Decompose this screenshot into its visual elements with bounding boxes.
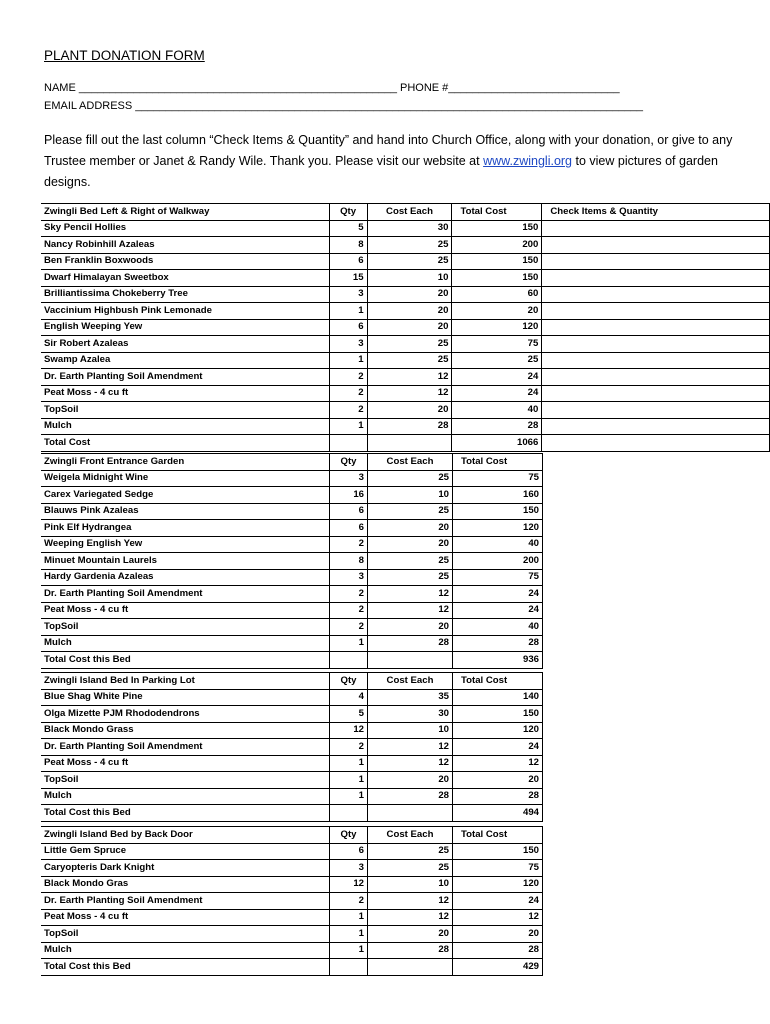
plant-name: TopSoil (41, 619, 330, 636)
plant-qty: 12 (330, 876, 368, 893)
plant-total-cost: 150 (453, 503, 543, 520)
plant-cost-each: 25 (367, 253, 452, 270)
plant-cost-each: 20 (368, 619, 453, 636)
total-label: Total Cost this Bed (41, 959, 330, 976)
table-row (41, 893, 543, 910)
plant-total-cost: 120 (453, 722, 543, 739)
plant-qty: 3 (329, 286, 367, 303)
table-row (41, 286, 770, 303)
plant-name: Mulch (41, 942, 330, 959)
plant-cost-each: 25 (367, 336, 452, 353)
plant-qty: 4 (330, 689, 368, 706)
plant-cost-each: 12 (367, 369, 452, 386)
plant-cost-each: 30 (367, 220, 452, 237)
plant-name: Dr. Earth Planting Soil Amendment (41, 369, 329, 386)
plant-qty: 6 (330, 520, 368, 537)
table-row (41, 402, 770, 419)
plant-total-cost: 60 (452, 286, 542, 303)
plant-cost-each: 25 (368, 503, 453, 520)
plant-qty: 3 (330, 569, 368, 586)
table-row (41, 352, 770, 369)
check-quantity-field[interactable] (542, 402, 770, 419)
total-cost-header: Total Cost (453, 827, 543, 844)
table-row (41, 520, 543, 537)
plant-name: Dwarf Himalayan Sweetbox (41, 270, 329, 287)
plant-name: Dr. Earth Planting Soil Amendment (41, 739, 330, 756)
plant-cost-each: 28 (368, 635, 453, 652)
plant-qty: 5 (330, 706, 368, 723)
plant-name: Little Gem Spruce (41, 843, 330, 860)
plant-cost-each: 10 (367, 270, 452, 287)
bed-header-row (41, 204, 770, 221)
plant-cost-each: 25 (367, 237, 452, 254)
plant-total-cost: 120 (453, 520, 543, 537)
plant-total-cost: 120 (452, 319, 542, 336)
plant-name: Olga Mizette PJM Rhododendrons (41, 706, 330, 723)
plant-name: Peat Moss - 4 cu ft (41, 385, 329, 402)
plant-total-cost: 24 (453, 602, 543, 619)
plant-qty: 1 (330, 772, 368, 789)
plant-total-cost: 150 (452, 220, 542, 237)
plant-cost-each: 28 (368, 788, 453, 805)
plant-total-cost: 28 (453, 635, 543, 652)
plant-total-cost: 75 (453, 860, 543, 877)
plant-cost-each: 20 (367, 319, 452, 336)
empty-cell (330, 959, 368, 976)
table-row (41, 270, 770, 287)
bed-name: Zwingli Island Bed by Back Door (41, 827, 330, 844)
plant-qty: 16 (330, 487, 368, 504)
plant-total-cost: 20 (453, 926, 543, 943)
check-quantity-field[interactable] (542, 286, 770, 303)
plant-cost-each: 30 (368, 706, 453, 723)
plant-name: Mulch (41, 788, 330, 805)
plant-total-cost: 140 (453, 689, 543, 706)
plant-qty: 1 (330, 909, 368, 926)
form-title: PLANT DONATION FORM (44, 48, 205, 63)
plant-qty: 8 (329, 237, 367, 254)
plant-total-cost: 40 (453, 619, 543, 636)
name-phone-line[interactable]: NAME ____________________________________________________ PHONE #____________________________ (44, 82, 620, 94)
check-quantity-field[interactable] (542, 336, 770, 353)
instructions-text: Please fill out the last column “Check Items & Quantity” and hand into Church Office, along with your donation, or give to any Trustee member or Janet & Randy Wile. Thank you. Please visit our website at (44, 133, 733, 168)
plant-total-cost: 12 (453, 755, 543, 772)
plant-total-cost: 75 (453, 470, 543, 487)
total-row (41, 435, 770, 452)
plant-name: Vaccinium Highbush Pink Lemonade (41, 303, 329, 320)
plant-qty: 2 (330, 602, 368, 619)
table-row (41, 237, 770, 254)
plant-qty: 2 (330, 739, 368, 756)
plant-qty: 6 (329, 253, 367, 270)
check-items-header: Check Items & Quantity (542, 204, 770, 221)
table-row (41, 942, 543, 959)
bed-table (41, 826, 543, 976)
plant-total-cost: 24 (453, 739, 543, 756)
plant-qty: 15 (329, 270, 367, 287)
plant-total-cost: 24 (453, 586, 543, 603)
plant-cost-each: 12 (368, 909, 453, 926)
plant-qty: 1 (330, 926, 368, 943)
plant-name: Weigela Midnight Wine (41, 470, 330, 487)
plant-total-cost: 20 (453, 772, 543, 789)
table-row (41, 336, 770, 353)
plant-qty: 12 (330, 722, 368, 739)
plant-total-cost: 20 (452, 303, 542, 320)
table-row (41, 722, 543, 739)
check-quantity-field[interactable] (542, 303, 770, 320)
plant-name: Peat Moss - 4 cu ft (41, 755, 330, 772)
table-row (41, 418, 770, 435)
bed-total: 936 (453, 652, 543, 669)
plant-qty: 2 (329, 385, 367, 402)
plant-qty: 6 (330, 503, 368, 520)
plant-cost-each: 25 (368, 470, 453, 487)
plant-name: Weeping English Yew (41, 536, 330, 553)
plant-cost-each: 35 (368, 689, 453, 706)
plant-total-cost: 28 (453, 788, 543, 805)
bed-table (41, 672, 543, 822)
plant-qty: 2 (329, 369, 367, 386)
table-row (41, 689, 543, 706)
check-quantity-field[interactable] (542, 435, 770, 452)
table-row (41, 926, 543, 943)
plant-total-cost: 120 (453, 876, 543, 893)
empty-cell (330, 805, 368, 822)
plant-name: Blue Shag White Pine (41, 689, 330, 706)
website-link[interactable]: www.zwingli.org (483, 154, 573, 168)
total-row (41, 959, 543, 976)
plant-total-cost: 24 (452, 385, 542, 402)
plant-cost-each: 20 (367, 303, 452, 320)
plant-qty: 3 (330, 470, 368, 487)
plant-cost-each: 20 (367, 402, 452, 419)
empty-cell (330, 652, 368, 669)
check-quantity-field[interactable] (542, 319, 770, 336)
instructions (44, 130, 734, 193)
plant-cost-each: 12 (368, 739, 453, 756)
table-row (41, 487, 543, 504)
cost-each-header: Cost Each (368, 454, 453, 471)
plant-cost-each: 25 (368, 843, 453, 860)
plant-cost-each: 25 (368, 860, 453, 877)
plant-qty: 2 (329, 402, 367, 419)
plant-qty: 2 (330, 586, 368, 603)
plant-name: English Weeping Yew (41, 319, 329, 336)
plant-name: Nancy Robinhill Azaleas (41, 237, 329, 254)
table-row (41, 253, 770, 270)
plant-name: TopSoil (41, 926, 330, 943)
plant-total-cost: 40 (453, 536, 543, 553)
table-row (41, 319, 770, 336)
total-row (41, 652, 543, 669)
plant-qty: 5 (329, 220, 367, 237)
table-row (41, 739, 543, 756)
plant-total-cost: 24 (452, 369, 542, 386)
table-row (41, 553, 543, 570)
plant-cost-each: 25 (368, 569, 453, 586)
total-label: Total Cost (41, 435, 329, 452)
cost-each-header: Cost Each (367, 204, 452, 221)
plant-qty: 1 (330, 788, 368, 805)
plant-qty: 1 (329, 418, 367, 435)
bed-total: 1066 (452, 435, 542, 452)
cost-each-header: Cost Each (368, 673, 453, 690)
bed-table (41, 203, 770, 452)
check-quantity-field[interactable] (542, 220, 770, 237)
plant-cost-each: 28 (367, 418, 452, 435)
check-quantity-field[interactable] (542, 237, 770, 254)
plant-qty: 1 (330, 942, 368, 959)
plant-qty: 1 (329, 303, 367, 320)
table-row (41, 860, 543, 877)
plant-name: Black Mondo Gras (41, 876, 330, 893)
qty-header: Qty (329, 204, 367, 221)
plant-cost-each: 20 (368, 536, 453, 553)
plant-cost-each: 25 (368, 553, 453, 570)
total-label: Total Cost this Bed (41, 805, 330, 822)
total-label: Total Cost this Bed (41, 652, 330, 669)
bed-name: Zwingli Bed Left & Right of Walkway (41, 204, 329, 221)
plant-name: Brilliantissima Chokeberry Tree (41, 286, 329, 303)
empty-cell (368, 805, 453, 822)
plant-qty: 1 (330, 755, 368, 772)
plant-total-cost: 24 (453, 893, 543, 910)
plant-qty: 2 (330, 619, 368, 636)
plant-cost-each: 12 (368, 755, 453, 772)
table-row (41, 536, 543, 553)
total-cost-header: Total Cost (453, 673, 543, 690)
total-cost-header: Total Cost (453, 454, 543, 471)
plant-name: Sir Robert Azaleas (41, 336, 329, 353)
plant-cost-each: 12 (367, 385, 452, 402)
total-cost-header: Total Cost (452, 204, 542, 221)
plant-cost-each: 28 (368, 942, 453, 959)
table-row (41, 619, 543, 636)
table-row (41, 788, 543, 805)
table-row (41, 755, 543, 772)
plant-total-cost: 200 (453, 553, 543, 570)
plant-total-cost: 40 (452, 402, 542, 419)
table-row (41, 706, 543, 723)
bed-name: Zwingli Front Entrance Garden (41, 454, 330, 471)
plant-cost-each: 20 (367, 286, 452, 303)
plant-name: Peat Moss - 4 cu ft (41, 602, 330, 619)
table-row (41, 470, 543, 487)
plant-total-cost: 150 (452, 253, 542, 270)
empty-cell (368, 652, 453, 669)
plant-name: Peat Moss - 4 cu ft (41, 909, 330, 926)
table-row (41, 586, 543, 603)
plant-qty: 3 (329, 336, 367, 353)
plant-name: Ben Franklin Boxwoods (41, 253, 329, 270)
plant-name: Blauws Pink Azaleas (41, 503, 330, 520)
plant-name: Hardy Gardenia Azaleas (41, 569, 330, 586)
email-line[interactable]: EMAIL ADDRESS ___________________________________________________________________________________ (44, 100, 644, 112)
plant-qty: 1 (329, 352, 367, 369)
plant-total-cost: 75 (452, 336, 542, 353)
plant-total-cost: 25 (452, 352, 542, 369)
plant-name: Mulch (41, 418, 329, 435)
plant-name: Sky Pencil Hollies (41, 220, 329, 237)
plant-name: Carex Variegated Sedge (41, 487, 330, 504)
table-row (41, 503, 543, 520)
plant-total-cost: 12 (453, 909, 543, 926)
plant-cost-each: 20 (368, 772, 453, 789)
empty-cell (368, 959, 453, 976)
bed-header-row (41, 827, 543, 844)
bed-total: 494 (453, 805, 543, 822)
plant-name: Black Mondo Grass (41, 722, 330, 739)
qty-header: Qty (330, 827, 368, 844)
plant-qty: 6 (329, 319, 367, 336)
empty-cell (329, 435, 367, 452)
plant-qty: 8 (330, 553, 368, 570)
plant-cost-each: 12 (368, 893, 453, 910)
plant-cost-each: 10 (368, 722, 453, 739)
check-quantity-field[interactable] (542, 352, 770, 369)
table-row (41, 635, 543, 652)
plant-qty: 6 (330, 843, 368, 860)
plant-total-cost: 150 (452, 270, 542, 287)
plant-cost-each: 20 (368, 520, 453, 537)
plant-name: Pink Elf Hydrangea (41, 520, 330, 537)
plant-total-cost: 160 (453, 487, 543, 504)
plant-name: Caryopteris Dark Knight (41, 860, 330, 877)
plant-qty: 2 (330, 893, 368, 910)
plant-cost-each: 12 (368, 602, 453, 619)
plant-name: TopSoil (41, 402, 329, 419)
table-row (41, 843, 543, 860)
table-row (41, 772, 543, 789)
plant-total-cost: 150 (453, 843, 543, 860)
qty-header: Qty (330, 454, 368, 471)
check-quantity-field[interactable] (542, 385, 770, 402)
table-row (41, 569, 543, 586)
empty-cell (367, 435, 452, 452)
table-row (41, 303, 770, 320)
plant-cost-each: 20 (368, 926, 453, 943)
check-quantity-field[interactable] (542, 369, 770, 386)
plant-name: Mulch (41, 635, 330, 652)
plant-name: Minuet Mountain Laurels (41, 553, 330, 570)
plant-total-cost: 28 (453, 942, 543, 959)
plant-cost-each: 10 (368, 876, 453, 893)
instructions-text-end: to view pictures of garden designs. (44, 154, 718, 189)
check-quantity-field[interactable] (542, 418, 770, 435)
plant-name: Dr. Earth Planting Soil Amendment (41, 893, 330, 910)
bed-header-row (41, 673, 543, 690)
plant-total-cost: 28 (452, 418, 542, 435)
plant-name: Swamp Azalea (41, 352, 329, 369)
bed-total: 429 (453, 959, 543, 976)
qty-header: Qty (330, 673, 368, 690)
table-row (41, 385, 770, 402)
plant-qty: 2 (330, 536, 368, 553)
table-row (41, 369, 770, 386)
total-row (41, 805, 543, 822)
bed-header-row (41, 454, 543, 471)
plant-qty: 3 (330, 860, 368, 877)
plant-name: Dr. Earth Planting Soil Amendment (41, 586, 330, 603)
plant-total-cost: 200 (452, 237, 542, 254)
table-row (41, 602, 543, 619)
check-quantity-field[interactable] (542, 270, 770, 287)
plant-cost-each: 12 (368, 586, 453, 603)
table-row (41, 876, 543, 893)
table-row (41, 220, 770, 237)
cost-each-header: Cost Each (368, 827, 453, 844)
plant-qty: 1 (330, 635, 368, 652)
bed-name: Zwingli Island Bed In Parking Lot (41, 673, 330, 690)
plant-total-cost: 150 (453, 706, 543, 723)
plant-cost-each: 25 (367, 352, 452, 369)
plant-cost-each: 10 (368, 487, 453, 504)
bed-table (41, 453, 543, 669)
plant-name: TopSoil (41, 772, 330, 789)
check-quantity-field[interactable] (542, 253, 770, 270)
plant-total-cost: 75 (453, 569, 543, 586)
table-row (41, 909, 543, 926)
